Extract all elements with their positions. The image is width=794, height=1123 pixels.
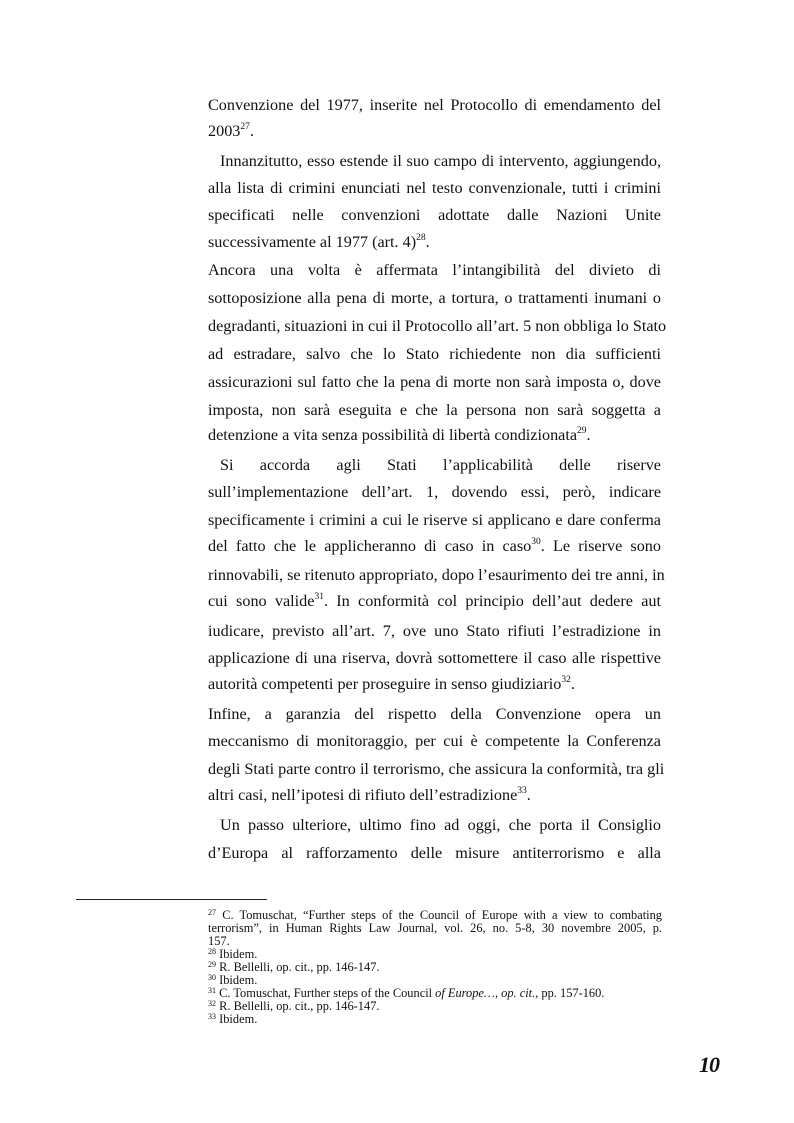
body-line: specificati nelle convenzioni adottate dalle Nazioni Unite (208, 206, 661, 224)
body-line: ad estradare, salvo che lo Stato richiedente non dia sufficienti (208, 345, 661, 363)
footnote-30: $^{30}$ Ibidem. (208, 973, 258, 987)
body-line: Infine, a garanzia del rispetto della Convenzione opera un (208, 705, 661, 723)
body-line: Convenzione del 1977, inserite nel Protocollo di emendamento del (208, 96, 661, 114)
footnote-31: $^{31}$ C. Tomuschat, Further steps of the Council of Europe…, op. cit., pp. 157-160. (208, 986, 605, 1000)
body-line: altri casi, nell’ipotesi di rifiuto dell’estradizione$^{33}$. (208, 786, 531, 804)
footnote-ref[interactable]: 33 (517, 786, 527, 796)
body-line: degli Stati parte contro il terrorismo, che assicura la conformità, tra gli (208, 760, 665, 778)
body-line: Si accorda agli Stati l’applicabilità delle riserve (220, 456, 661, 474)
body-line: imposta, non sarà eseguita e che la persona non sarà soggetta a (208, 401, 661, 419)
body-line: detenzione a vita senza possibilità di libertà condizionata$^{29}$. (208, 426, 591, 444)
body-line: Un passo ulteriore, ultimo fino ad oggi, che porta il Consiglio (220, 816, 661, 834)
footnote-27: $^{27}$ C. Tomuschat, “Further steps of the Council of Europe with a view to combating (208, 908, 662, 922)
footnote-ref[interactable]: 32 (561, 675, 571, 685)
body-line: Innanzitutto, esso estende il suo campo di intervento, aggiungendo, (220, 152, 661, 170)
body-line: d’Europa al rafforzamento delle misure antiterrorismo e alla (208, 844, 661, 862)
body-line: Ancora una volta è affermata l’intangibilità del divieto di (208, 261, 661, 279)
footnote-28: $^{28}$ Ibidem. (208, 947, 258, 961)
body-line: degradanti, situazioni in cui il Protocollo all’art. 5 non obbliga lo Stato (208, 317, 667, 335)
body-line: 2003$^{27}$. (208, 122, 254, 140)
footnote-32: $^{32}$ R. Bellelli, op. cit., pp. 146-147. (208, 999, 380, 1013)
footnote-separator (76, 899, 267, 900)
body-line: alla lista di crimini enunciati nel testo convenzionale, tutti i crimini (208, 179, 661, 197)
page-number: 10 (699, 1052, 719, 1077)
footnote-ref[interactable]: 28 (416, 233, 426, 243)
footnote-ref[interactable]: 31 (314, 592, 324, 602)
footnote-27-cont: terrorism”, in Human Rights Law Journal, vol. 26, no. 5-8, 30 novembre 2005, p. (208, 921, 662, 935)
footnote-27-cont: 157. (208, 934, 230, 948)
body-line: iudicare, previsto all’art. 7, ove uno Stato rifiuti l’estradizione in (208, 622, 661, 640)
body-line: applicazione di una riserva, dovrà sottomettere il caso alle rispettive (208, 649, 661, 667)
footnote-29: $^{29}$ R. Bellelli, op. cit., pp. 146-147. (208, 960, 380, 974)
footnote-ref[interactable]: 30 (531, 537, 541, 547)
body-line: rinnovabili, se ritenuto appropriato, dopo l’esaurimento dei tre anni, in (208, 566, 665, 584)
footnote-ref[interactable]: 27 (240, 122, 250, 132)
body-line: sull’implementazione dell’art. 1, dovendo essi, però, indicare (208, 483, 661, 501)
body-line: autorità competenti per proseguire in senso giudiziario$^{32}$. (208, 675, 575, 693)
body-line: sottoposizione alla pena di morte, a tortura, o trattamenti inumani o (208, 289, 661, 307)
footnote-ref[interactable]: 29 (577, 426, 587, 436)
body-line: specificamente i crimini a cui le riserve si applicano e dare conferma (208, 511, 661, 529)
body-line: cui sono valide$^{31}$. In conformità col principio dell’aut dedere aut (208, 592, 661, 610)
body-line: meccanismo di monitoraggio, per cui è competente la Conferenza (208, 732, 661, 750)
body-line: del fatto che le applicheranno di caso in caso$^{30}$. Le riserve sono (208, 537, 661, 555)
footnote-33: $^{33}$ Ibidem. (208, 1012, 258, 1026)
body-line: assicurazioni sul fatto che la pena di morte non sarà imposta o, dove (208, 373, 661, 391)
body-line: successivamente al 1977 (art. 4)$^{28}$. (208, 233, 430, 251)
